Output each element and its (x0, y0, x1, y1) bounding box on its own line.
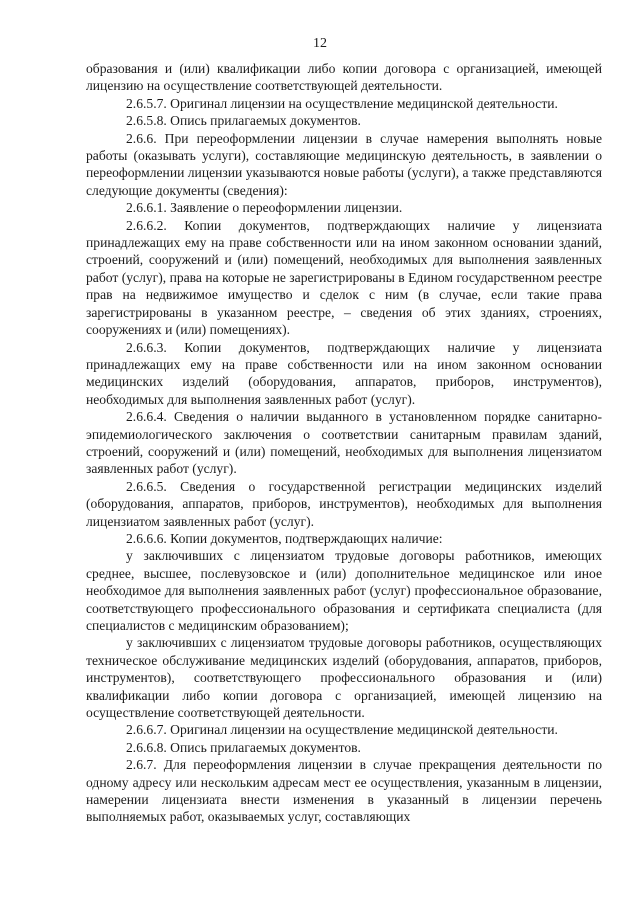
paragraph: 2.6.6.3. Копии документов, подтверждающих наличие у лицензиата принадлежащих ему на праве собственности или на ином законном основании медицинских изделий (оборудования, аппаратов, приборов, инструментов), необходимых для выполнения заявленных работ (услуг). (86, 339, 602, 407)
paragraph: у заключивших с лицензиатом трудовые договоры работников, осуществляющих техническое обслуживание медицинских изделий (оборудования, аппаратов, приборов, инструментов), соответствующего профессионального образования и (или) квалификации либо копии договора с организацией, имеющей лицензию на осуществление соответствующей деятельности. (86, 635, 602, 721)
paragraph: 2.6.5.8. Опись прилагаемых документов. (126, 113, 361, 129)
paragraph: 2.6.5.7. Оригинал лицензии на осуществление медицинской деятельности. (126, 95, 558, 111)
paragraph: у заключивших с лицензиатом трудовые договоры работников, имеющих среднее, высшее, послевузовское и (или) дополнительное медицинское или иное необходимое для выполнения заявленных работ (услуг) профессиональное образование, соответствующего профессионального образования и сертификата специалиста (для специалистов с медицинским образованием); (86, 548, 602, 633)
paragraph: 2.6.6.7. Оригинал лицензии на осуществление медицинской деятельности. (126, 722, 558, 738)
paragraph: 2.6.6. При переоформлении лицензии в случае намерения выполнять новые работы (оказывать услуги), составляющие медицинскую деятельность, в заявлении о переоформлении лицензии указываются новые работы (услуги), а также представляются следующие документы (сведения): (86, 130, 602, 198)
paragraph: 2.6.6.2. Копии документов, подтверждающих наличие у лицензиата принадлежащих ему на праве собственности или на ином законном основании зданий, строений, сооружений и (или) помещений, необходимых для выполнения заявленных работ (услуг), права на которые не зарегистрированы в Едином государственном реестре прав на недвижимое имущество и сделок с ним (в случае, если такие права зарегистрированы в указанном реестре, – сведения об этих зданиях, строениях, сооружениях и (или) помещениях). (86, 217, 602, 338)
paragraph: 2.6.6.4. Сведения о наличии выданного в установленном порядке санитарно-эпидемиологического заключения о соответствии санитарным правилам зданий, строений, сооружений и (или) помещений, необходимых для выполнения лицензиатом заявленных работ (услуг). (86, 409, 602, 477)
document-body (86, 60, 602, 826)
paragraph: 2.6.6.5. Сведения о государственной регистрации медицинских изделий (оборудования, аппаратов, приборов, инструментов), необходимых для выполнения лицензиатом заявленных работ (услуг). (86, 478, 602, 529)
paragraph: 2.6.6.1. Заявление о переоформлении лицензии. (126, 200, 403, 216)
paragraph: 2.6.6.6. Копии документов, подтверждающих наличие: (126, 530, 443, 546)
paragraph: 2.6.7. Для переоформления лицензии в случае прекращения деятельности по одному адресу или нескольким адресам мест ее осуществления, указанным в лицензии, намерении лицензиата внести изменения в указанный в лицензии перечень выполняемых работ, оказываемых услуг, составляющих (86, 757, 602, 825)
paragraph: образования и (или) квалификации либо копии договора с организацией, имеющей лицензию на осуществление соответствующей деятельности. (86, 61, 602, 94)
paragraph: 2.6.6.8. Опись прилагаемых документов. (126, 739, 361, 755)
page-number: 12 (313, 36, 327, 51)
